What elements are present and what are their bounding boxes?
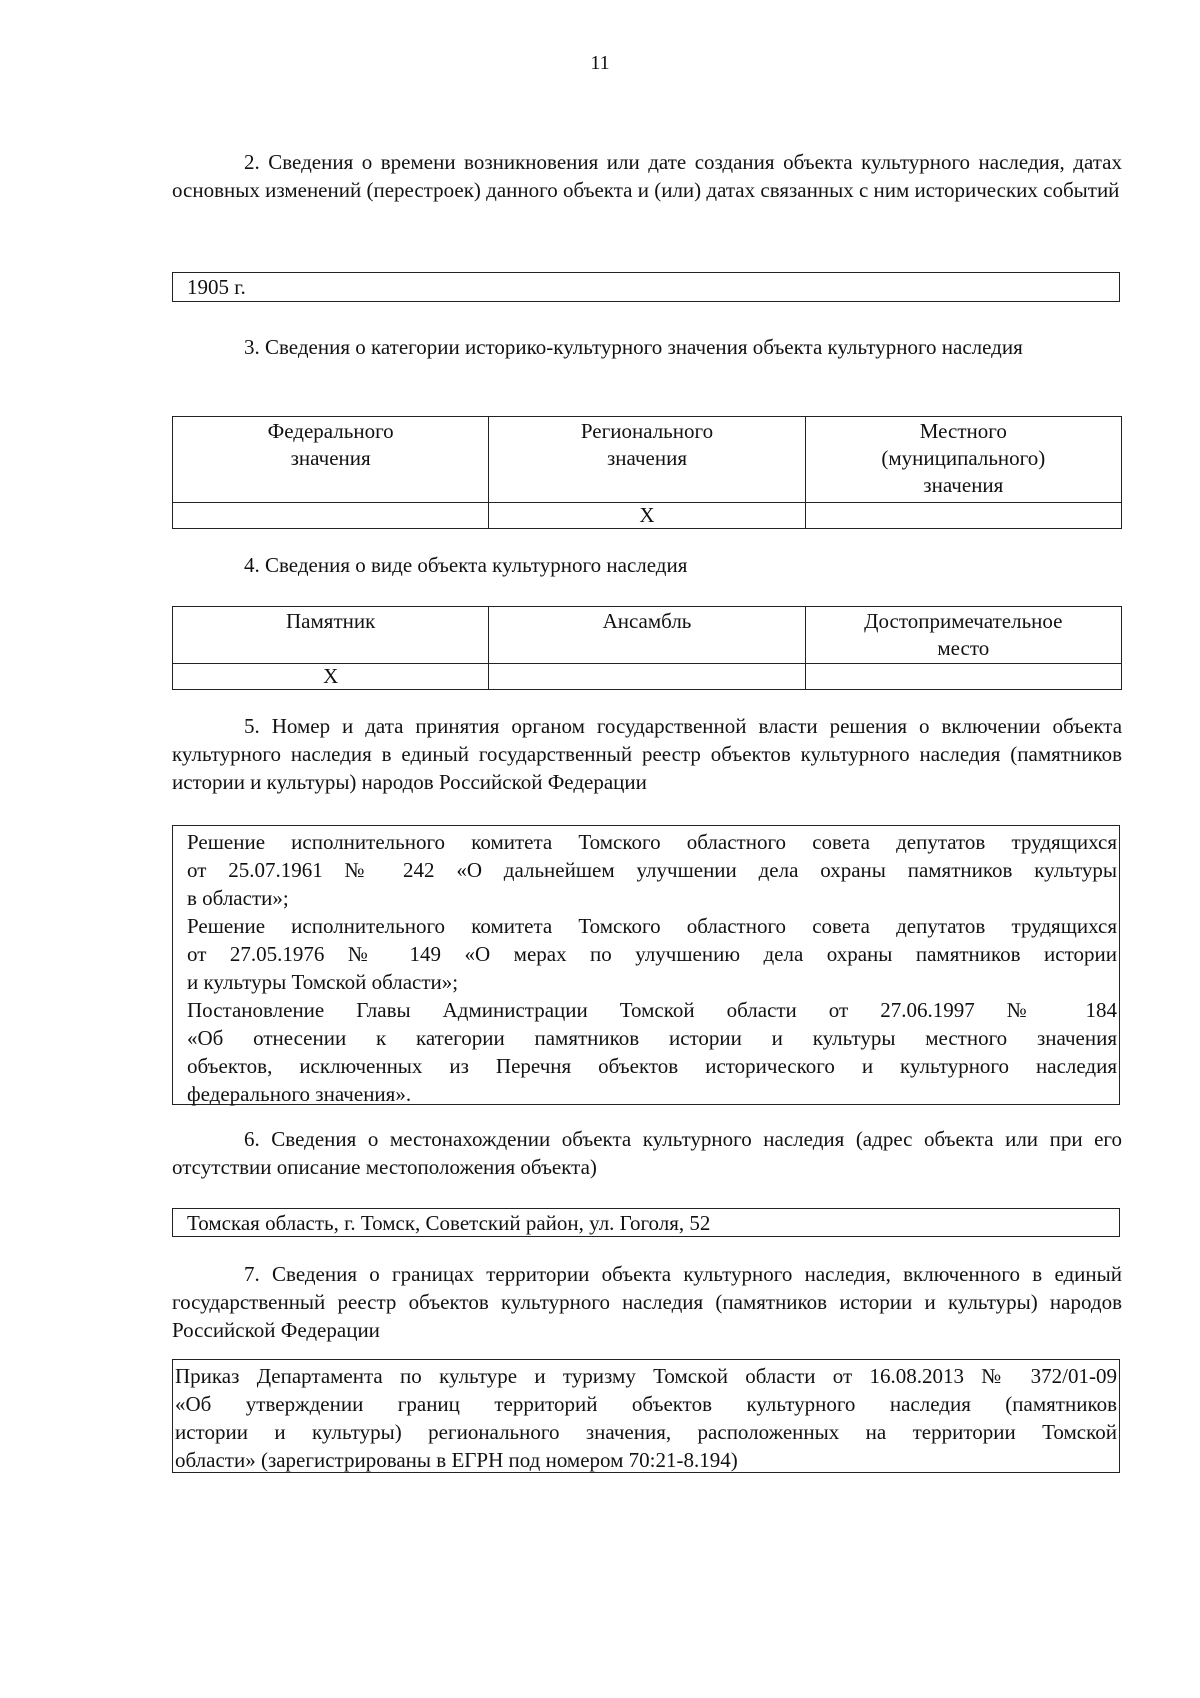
section-2-value: 1905 г. bbox=[187, 275, 246, 299]
type-monument-mark: X bbox=[173, 664, 489, 690]
section-4-number: 4. bbox=[244, 553, 260, 577]
decision-line: федерального значения». bbox=[187, 1082, 412, 1106]
boundary-order-line: Приказ Департамента по культуре и туризму Томской области от 16.08.2013 № 372/01-09 bbox=[175, 1364, 1117, 1388]
type-ensemble-header: Ансамбль bbox=[489, 607, 805, 664]
section-2-text: Сведения о времени возникновения или дате создания объекта культурного наследия, датах основных изменений (перестроек) данного объекта и (или) датах связанных с ним исторических событий bbox=[172, 150, 1122, 202]
decision-line: Постановление Главы Администрации Томской области от 27.06.1997 № 184 bbox=[187, 998, 1117, 1022]
heritage-type-table bbox=[172, 606, 1122, 690]
section-5-heading bbox=[172, 712, 1122, 796]
type-landmark-mark bbox=[805, 664, 1121, 690]
decision-line: «Об отнесении к категории памятников истории и культуры местного значения bbox=[187, 1026, 1117, 1050]
section-6-heading bbox=[172, 1125, 1122, 1181]
type-monument-header: Памятник bbox=[173, 607, 489, 664]
section-5-decisions-box bbox=[172, 825, 1120, 1105]
category-local-mark bbox=[805, 503, 1121, 529]
section-3-heading bbox=[172, 333, 1122, 361]
category-federal-header: Федерального значения bbox=[173, 417, 489, 503]
boundary-order-line: истории и культуры) регионального значения, расположенных на территории Томской bbox=[175, 1420, 1117, 1444]
decision-line: объектов, исключенных из Перечня объектов исторического и культурного наследия bbox=[187, 1054, 1117, 1078]
type-landmark-header: Достопримечательное место bbox=[805, 607, 1121, 664]
type-ensemble-mark bbox=[489, 664, 805, 690]
section-4-text: Сведения о виде объекта культурного наследия bbox=[265, 553, 688, 577]
category-regional-mark: X bbox=[489, 503, 805, 529]
category-federal-mark bbox=[173, 503, 489, 529]
section-6-address-box bbox=[172, 1208, 1120, 1237]
category-local-header: Местного (муниципального) значения bbox=[805, 417, 1121, 503]
section-2-number: 2. bbox=[244, 150, 260, 174]
boundary-order-line: области» (зарегистрированы в ЕГРН под номером 70:21-8.194) bbox=[175, 1448, 738, 1472]
section-5-number: 5. bbox=[244, 714, 260, 738]
section-5-text: Номер и дата принятия органом государственной власти решения о включении объекта культурного наследия в единый государственный реестр объектов культурного наследия (памятников истории и культуры) народов Российской Федерации bbox=[172, 714, 1123, 794]
heritage-category-table bbox=[172, 416, 1122, 529]
decision-line: Решение исполнительного комитета Томского областного совета депутатов трудящихся bbox=[187, 830, 1117, 854]
section-2-value-box bbox=[172, 272, 1120, 302]
decision-line: от 27.05.1976 № 149 «О мерах по улучшению дела охраны памятников истории bbox=[187, 942, 1117, 966]
section-6-number: 6. bbox=[244, 1127, 260, 1151]
decision-line: Решение исполнительного комитета Томского областного совета депутатов трудящихся bbox=[187, 914, 1117, 938]
section-3-number: 3. bbox=[244, 335, 260, 359]
section-7-number: 7. bbox=[244, 1262, 260, 1286]
object-address: Томская область, г. Томск, Советский район, ул. Гоголя, 52 bbox=[187, 1211, 711, 1235]
section-7-text: Сведения о границах территории объекта культурного наследия, включенного в единый государственный реестр объектов культурного наследия (памятников истории и культуры) народов Российской Федерации bbox=[172, 1262, 1123, 1342]
page-number: 11 bbox=[590, 52, 610, 74]
section-3-text: Сведения о категории историко-культурного значения объекта культурного наследия bbox=[265, 335, 1023, 359]
decision-line: от 25.07.1961 № 242 «О дальнейшем улучшении дела охраны памятников культуры bbox=[187, 858, 1117, 882]
decision-line: в области»; bbox=[187, 886, 289, 910]
category-regional-header: Регионального значения bbox=[489, 417, 805, 503]
boundary-order-line: «Об утверждении границ территорий объектов культурного наследия (памятников bbox=[175, 1392, 1117, 1416]
section-7-boundaries-box bbox=[172, 1359, 1120, 1473]
section-6-text: Сведения о местонахождении объекта культурного наследия (адрес объекта или при его отсутствии описание местоположения объекта) bbox=[172, 1127, 1123, 1179]
section-2-heading bbox=[172, 148, 1122, 204]
section-4-heading bbox=[172, 551, 1122, 579]
decision-line: и культуры Томской области»; bbox=[187, 970, 459, 994]
section-7-heading bbox=[172, 1260, 1122, 1344]
